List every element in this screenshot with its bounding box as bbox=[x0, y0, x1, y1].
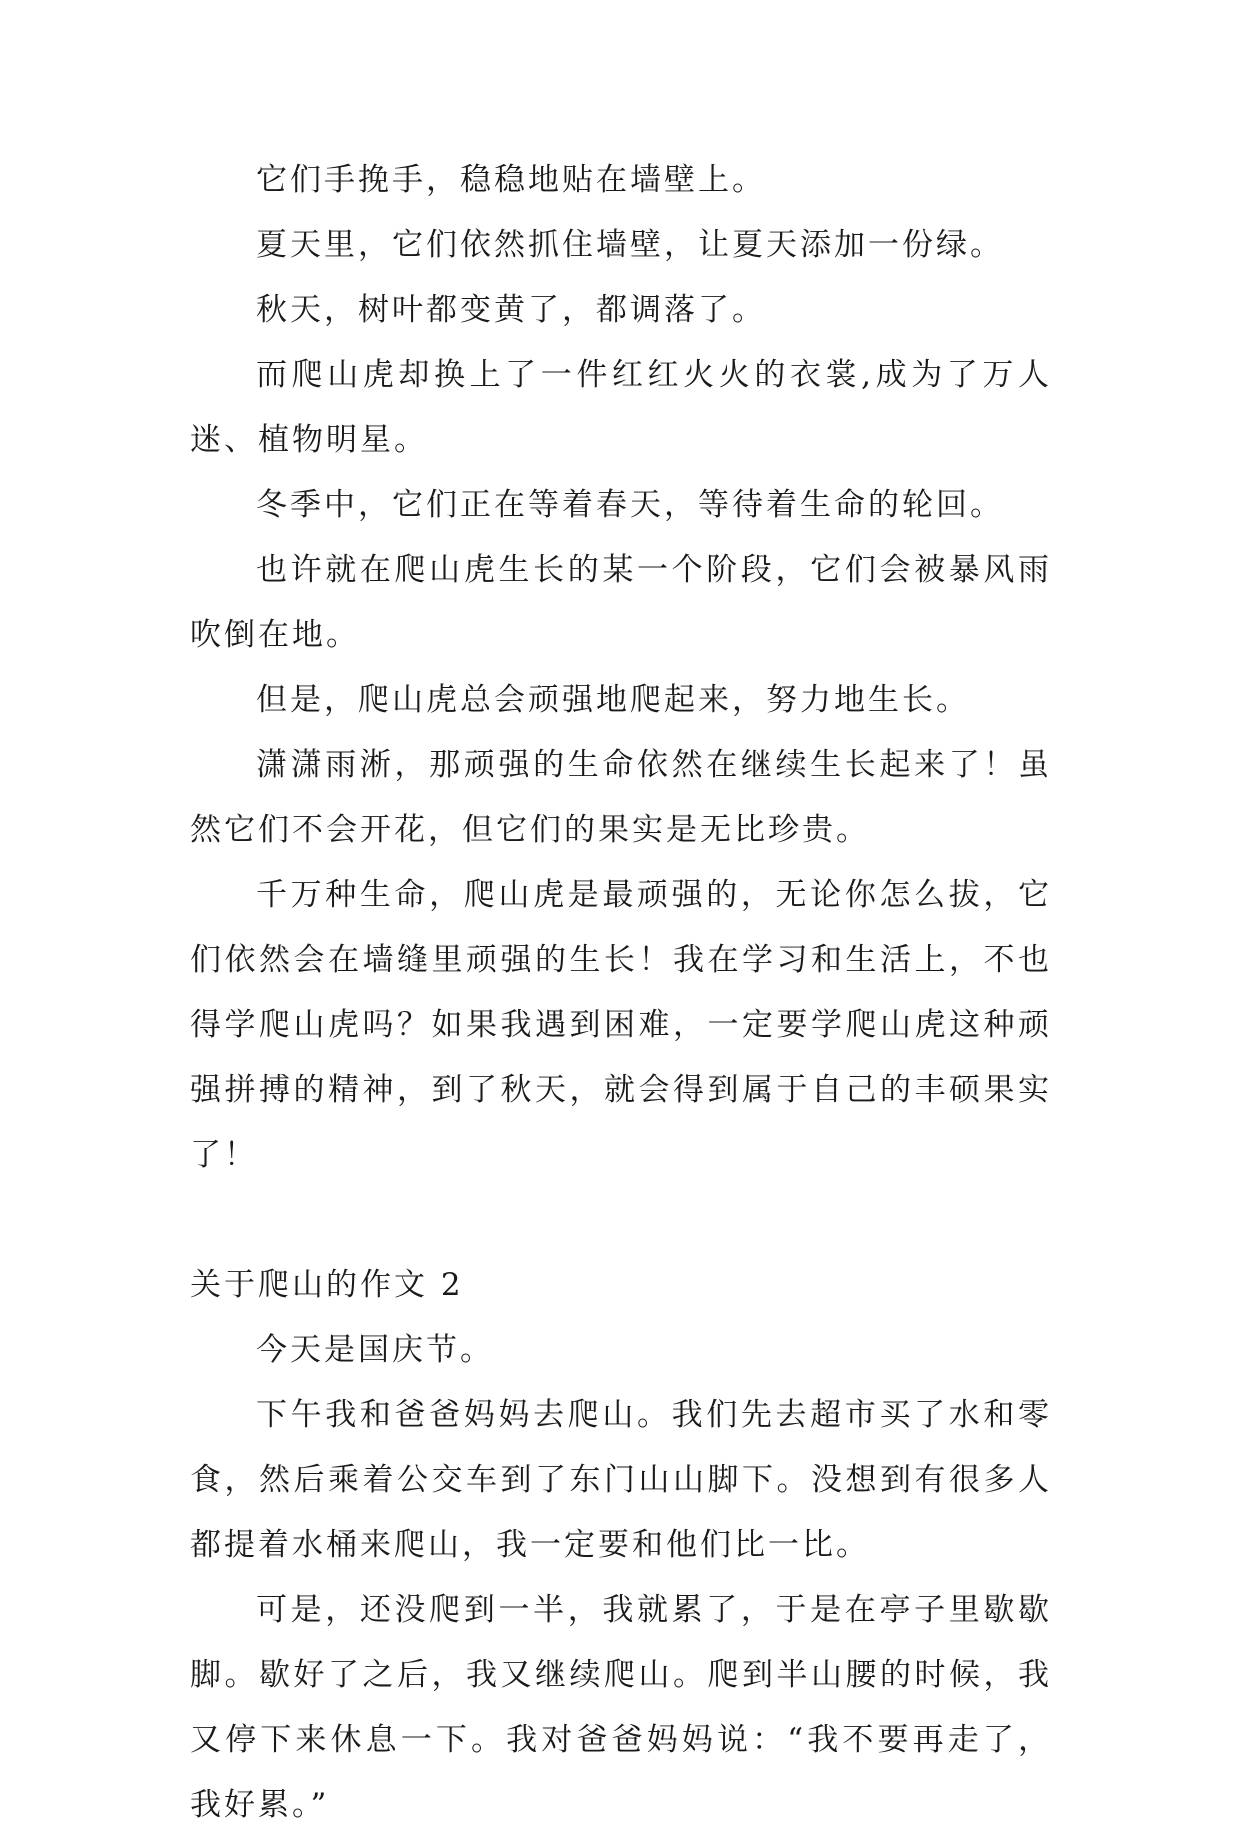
essay1-paragraph: 夏天里，它们依然抓住墙壁，让夏天添加一份绿。 bbox=[256, 227, 1004, 263]
essay2-paragraph: 今天是国庆节。 bbox=[256, 1332, 494, 1368]
essay1-paragraph: 冬季中，它们正在等着春天，等待着生命的轮回。 bbox=[256, 487, 1004, 523]
document-body bbox=[190, 148, 1052, 1838]
essay2-paragraph: 可是，还没爬到一半，我就累了，于是在亭子里歇歇脚。歇好了之后，我又继续爬山。爬到半山腰的时候，我又停下来休息一下。我对爸爸妈妈说：“我不要再走了，我好累。” bbox=[190, 1592, 1052, 1823]
essay2-paragraph: 下午我和爸爸妈妈去爬山。我们先去超市买了水和零食，然后乘着公交车到了东门山山脚下。没想到有很多人都提着水桶来爬山，我一定要和他们比一比。 bbox=[190, 1397, 1052, 1563]
essay1-paragraph: 潇潇雨淅，那顽强的生命依然在继续生长起来了！虽然它们不会开花，但它们的果实是无比珍贵。 bbox=[190, 747, 1052, 848]
essay1-paragraph: 也许就在爬山虎生长的某一个阶段，它们会被暴风雨吹倒在地。 bbox=[190, 552, 1052, 653]
essay1-paragraph: 千万种生命，爬山虎是最顽强的，无论你怎么拔，它们依然会在墙缝里顽强的生长！我在学习和生活上，不也得学爬山虎吗？如果我遇到困难，一定要学爬山虎这种顽强拼搏的精神，到了秋天，就会得到属于自己的丰硕果实了！ bbox=[190, 877, 1052, 1173]
essay1-paragraph: 秋天，树叶都变黄了，都调落了。 bbox=[256, 292, 766, 328]
essay1-paragraph: 而爬山虎却换上了一件红红火火的衣裳,成为了万人迷、植物明星。 bbox=[190, 357, 1052, 458]
essay1-paragraph: 它们手挽手，稳稳地贴在墙壁上。 bbox=[256, 162, 766, 198]
essay2-title: 关于爬山的作文 2 bbox=[190, 1267, 464, 1303]
essay1-paragraph: 但是，爬山虎总会顽强地爬起来，努力地生长。 bbox=[256, 682, 970, 718]
